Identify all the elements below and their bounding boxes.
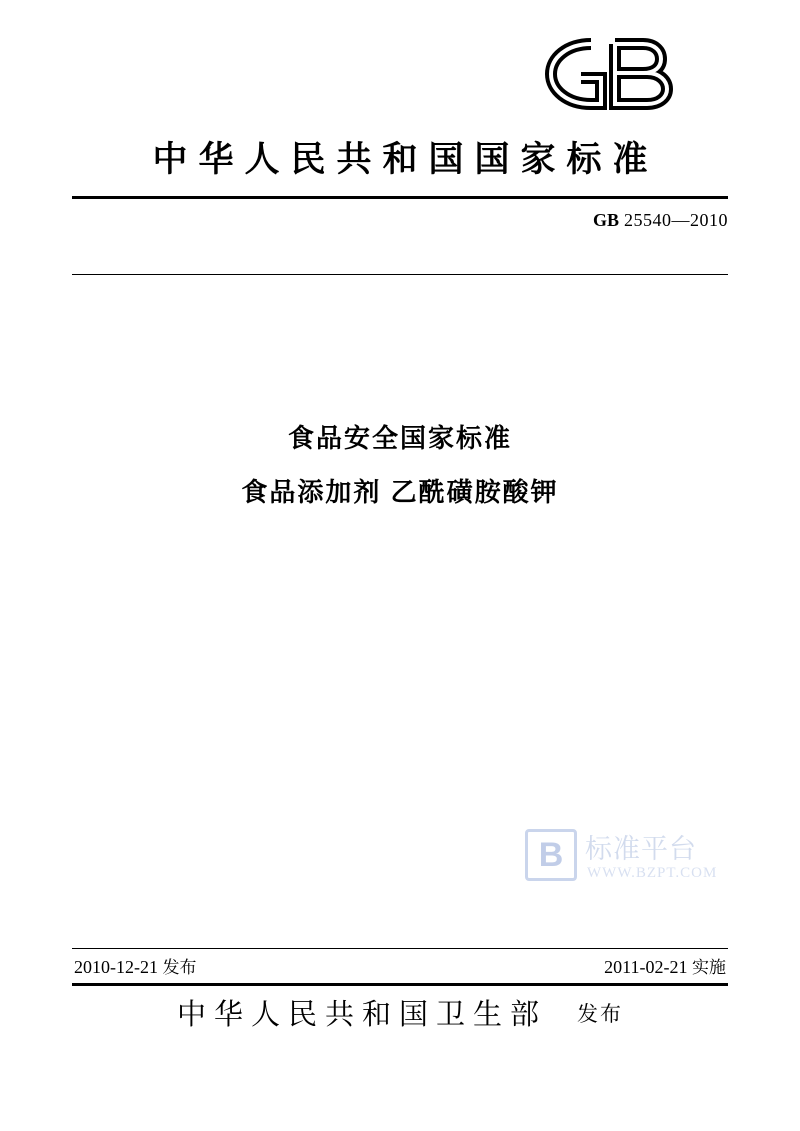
effective-date [604,953,726,978]
issue-date-label: 发布 [162,958,197,977]
document-main-title [0,415,800,515]
effective-date-label: 实施 [692,958,726,977]
standard-number [593,210,728,231]
footer-rule-bottom [72,983,728,986]
standard-number-prefix: GB [592,210,619,230]
watermark-badge-icon: B [525,829,577,881]
standard-number-value: 25540—2010 [624,210,728,230]
gb-logo-icon [531,30,691,118]
effective-date-value: 2011-02-21 [604,957,688,977]
publisher-block [0,992,800,1033]
publisher-verb: 发布 [577,1003,623,1026]
issue-date-value: 2010-12-21 [74,957,158,977]
watermark-name: 标准平台 [585,834,697,864]
publisher-name: 中华人民共和国卫生部 [176,999,547,1031]
header-rule-bottom [72,274,728,275]
watermark-url: WWW.BZPT.COM [587,865,718,881]
issue-date [74,953,197,978]
main-title-line-2: 食品添加剂 乙酰磺胺酸钾 [241,477,559,507]
watermark [525,825,745,895]
header-rule-top [72,196,728,199]
page-title: 中华人民共和国国家标准 [152,140,659,179]
main-title-line-1: 食品安全国家标准 [287,423,512,453]
footer-rule-top [72,948,728,949]
